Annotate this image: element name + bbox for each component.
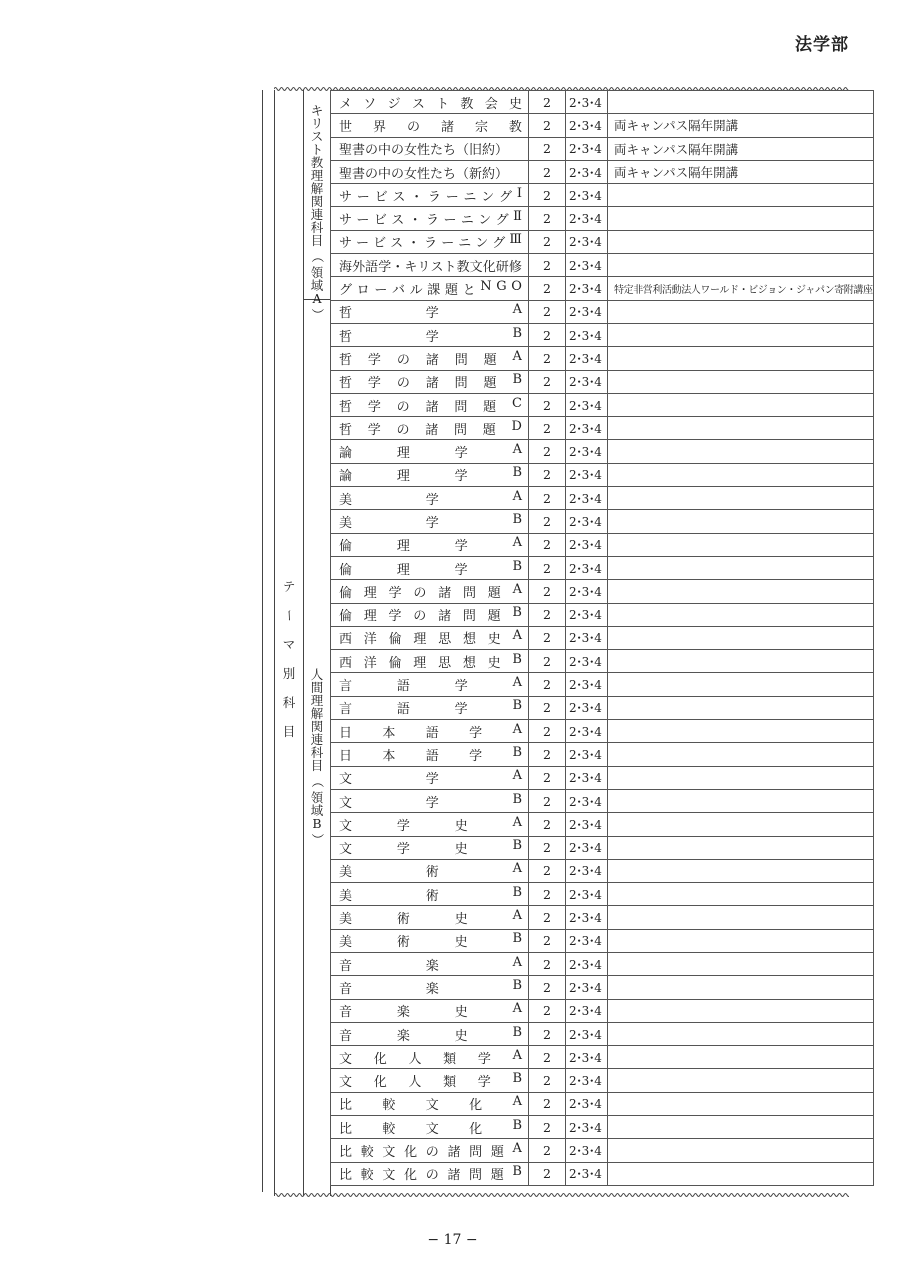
note-cell <box>608 463 874 486</box>
years-cell: 2･3･4 <box>566 906 608 929</box>
table-row <box>331 952 874 975</box>
credits-cell: 2 <box>529 1022 566 1045</box>
table-row <box>331 906 874 929</box>
course-name-cell <box>331 277 529 300</box>
table-row <box>331 813 874 836</box>
course-name: 世 界 の 諸 宗 教 <box>339 119 522 135</box>
course-name: 哲 学 の 諸 問 題 C <box>339 395 522 415</box>
table-row <box>331 789 874 812</box>
course-name: 比 較 文 化 の 諸 問 題 B <box>339 1164 522 1184</box>
course-name-cell <box>331 1139 529 1162</box>
table-row <box>331 440 874 463</box>
credits-cell: 2 <box>529 533 566 556</box>
years-cell: 2･3･4 <box>566 836 608 859</box>
years-cell: 2･3･4 <box>566 487 608 510</box>
note-cell <box>608 230 874 253</box>
course-name: 倫 理 学 の 諸 問 題 A <box>339 581 522 601</box>
note-cell <box>608 650 874 673</box>
years-cell: 2･3･4 <box>566 254 608 277</box>
note-cell <box>608 1092 874 1115</box>
course-table <box>330 90 874 1186</box>
course-name: 文 学 B <box>339 791 522 811</box>
course-name: 美 学 A <box>339 488 522 508</box>
years-cell: 2･3･4 <box>566 207 608 230</box>
credits-cell: 2 <box>529 976 566 999</box>
course-name: 音 楽 B <box>339 977 522 997</box>
credits-cell: 2 <box>529 999 566 1022</box>
course-name-cell <box>331 650 529 673</box>
table-row <box>331 556 874 579</box>
credits-cell: 2 <box>529 1092 566 1115</box>
years-cell: 2･3･4 <box>566 91 608 114</box>
note-cell <box>608 836 874 859</box>
table-row <box>331 323 874 346</box>
years-cell: 2･3･4 <box>566 184 608 207</box>
course-name-cell <box>331 929 529 952</box>
course-name: 美 術 史 A <box>339 908 522 928</box>
course-name-cell <box>331 160 529 183</box>
course-name: 言 語 学 A <box>339 675 522 695</box>
course-name-cell <box>331 1116 529 1139</box>
course-name-cell <box>331 91 529 114</box>
table-row <box>331 673 874 696</box>
course-name-cell <box>331 696 529 719</box>
credits-cell: 2 <box>529 254 566 277</box>
table-row <box>331 1162 874 1185</box>
course-name-cell <box>331 137 529 160</box>
course-name-cell <box>331 1069 529 1092</box>
course-name-cell <box>331 417 529 440</box>
table-row <box>331 160 874 183</box>
section-label-a: キ リ ス ト 教 理 解 関 連 科 目 （ 領 域 A ） <box>309 103 325 321</box>
years-cell: 2･3･4 <box>566 813 608 836</box>
course-name-cell <box>331 393 529 416</box>
credits-cell: 2 <box>529 952 566 975</box>
years-cell: 2･3･4 <box>566 300 608 323</box>
course-name-cell <box>331 789 529 812</box>
years-cell: 2･3･4 <box>566 463 608 486</box>
course-name-cell <box>331 952 529 975</box>
note-cell <box>608 813 874 836</box>
table-row <box>331 580 874 603</box>
table-row <box>331 510 874 533</box>
note-cell <box>608 929 874 952</box>
note-cell: 両キャンパス隔年開講 <box>608 160 874 183</box>
years-cell: 2･3･4 <box>566 766 608 789</box>
note-cell <box>608 859 874 882</box>
years-cell: 2･3･4 <box>566 533 608 556</box>
years-cell: 2･3･4 <box>566 510 608 533</box>
credits-cell: 2 <box>529 603 566 626</box>
course-name: 哲 学 の 諸 問 題 D <box>339 418 522 438</box>
credits-cell: 2 <box>529 487 566 510</box>
table-row <box>331 766 874 789</box>
course-name-cell <box>331 1162 529 1185</box>
table-row <box>331 836 874 859</box>
course-name: サ ー ビ ス ・ ラ ー ニ ン グ Ⅲ <box>339 232 522 252</box>
years-cell: 2･3･4 <box>566 720 608 743</box>
course-name-cell <box>331 743 529 766</box>
years-cell: 2･3･4 <box>566 1022 608 1045</box>
credits-cell: 2 <box>529 393 566 416</box>
years-cell: 2･3･4 <box>566 230 608 253</box>
years-cell: 2･3･4 <box>566 1092 608 1115</box>
course-name: グ ロ ー バ ル 課 題 と N G O <box>339 279 522 299</box>
table-row <box>331 999 874 1022</box>
note-cell <box>608 417 874 440</box>
course-name: 海 外 語 学 ・ キ リ ス ト 教 文 化 研 修 <box>339 259 522 275</box>
table-row <box>331 417 874 440</box>
course-name-cell <box>331 626 529 649</box>
course-name-cell <box>331 487 529 510</box>
course-name: 聖書の中の女性たち（旧約） <box>339 143 509 159</box>
table-row <box>331 1022 874 1045</box>
years-cell: 2･3･4 <box>566 580 608 603</box>
course-name: 音 楽 史 A <box>339 1001 522 1021</box>
table-row <box>331 370 874 393</box>
note-cell <box>608 1069 874 1092</box>
credits-cell: 2 <box>529 300 566 323</box>
note-cell: 両キャンパス隔年開講 <box>608 114 874 137</box>
course-name: 音 楽 史 B <box>339 1024 522 1044</box>
table-row <box>331 883 874 906</box>
department-title: 法学部 <box>795 35 849 55</box>
credits-cell: 2 <box>529 626 566 649</box>
course-name-cell <box>331 883 529 906</box>
course-name: 美 術 史 B <box>339 931 522 951</box>
course-name: 倫 理 学 B <box>339 558 522 578</box>
years-cell: 2･3･4 <box>566 603 608 626</box>
course-name: 西 洋 倫 理 思 想 史 A <box>339 628 522 648</box>
course-name-cell <box>331 440 529 463</box>
credits-cell: 2 <box>529 1116 566 1139</box>
credits-cell: 2 <box>529 1046 566 1069</box>
table-row <box>331 487 874 510</box>
course-name: 哲 学 の 諸 問 題 B <box>339 372 522 392</box>
section-column-left-border <box>303 90 304 1196</box>
course-name: 哲 学 A <box>339 302 522 322</box>
table-row <box>331 207 874 230</box>
note-cell <box>608 207 874 230</box>
note-cell <box>608 720 874 743</box>
years-cell: 2･3･4 <box>566 137 608 160</box>
course-name-cell <box>331 254 529 277</box>
credits-cell: 2 <box>529 720 566 743</box>
note-cell <box>608 91 874 114</box>
credits-cell: 2 <box>529 1069 566 1092</box>
course-name-cell <box>331 720 529 743</box>
table-row <box>331 1069 874 1092</box>
course-name: 哲 学 の 諸 問 題 A <box>339 348 522 368</box>
course-name-cell <box>331 347 529 370</box>
table-row <box>331 1092 874 1115</box>
course-name-cell <box>331 463 529 486</box>
credits-cell: 2 <box>529 91 566 114</box>
table-row <box>331 393 874 416</box>
credits-cell: 2 <box>529 580 566 603</box>
credits-cell: 2 <box>529 906 566 929</box>
table-row <box>331 603 874 626</box>
course-name-cell <box>331 510 529 533</box>
course-name-cell <box>331 184 529 207</box>
course-name: サ ー ビ ス ・ ラ ー ニ ン グ Ⅱ <box>339 209 522 229</box>
course-name: 美 術 A <box>339 861 522 881</box>
years-cell: 2･3･4 <box>566 347 608 370</box>
table-row <box>331 91 874 114</box>
credits-cell: 2 <box>529 556 566 579</box>
years-cell: 2･3･4 <box>566 1046 608 1069</box>
course-name: 文 学 史 B <box>339 838 522 858</box>
credits-cell: 2 <box>529 859 566 882</box>
course-name-cell <box>331 976 529 999</box>
course-name: 比 較 文 化 の 諸 問 題 A <box>339 1141 522 1160</box>
years-cell: 2･3･4 <box>566 1139 608 1162</box>
note-cell <box>608 766 874 789</box>
credits-cell: 2 <box>529 277 566 300</box>
course-name: 美 学 B <box>339 511 522 531</box>
credits-cell: 2 <box>529 883 566 906</box>
note-cell <box>608 370 874 393</box>
years-cell: 2･3･4 <box>566 160 608 183</box>
note-cell <box>608 347 874 370</box>
note-cell <box>608 510 874 533</box>
credits-cell: 2 <box>529 417 566 440</box>
years-cell: 2･3･4 <box>566 859 608 882</box>
table-row <box>331 137 874 160</box>
years-cell: 2･3･4 <box>566 1069 608 1092</box>
years-cell: 2･3･4 <box>566 976 608 999</box>
credits-cell: 2 <box>529 207 566 230</box>
years-cell: 2･3･4 <box>566 1116 608 1139</box>
table-row <box>331 300 874 323</box>
course-name: 論 理 学 B <box>339 465 522 485</box>
table-row <box>331 1116 874 1139</box>
course-name: 聖書の中の女性たち（新約） <box>339 166 509 182</box>
years-cell: 2･3･4 <box>566 696 608 719</box>
years-cell: 2･3･4 <box>566 370 608 393</box>
course-name: 文 化 人 類 学 B <box>339 1071 522 1091</box>
section-label-b: 人 間 理 解 関 連 科 目 （ 領 域 B ） <box>309 667 325 846</box>
note-cell <box>608 789 874 812</box>
years-cell: 2･3･4 <box>566 650 608 673</box>
years-cell: 2･3･4 <box>566 952 608 975</box>
course-name: 倫 理 学 の 諸 問 題 B <box>339 605 522 625</box>
table-row <box>331 533 874 556</box>
course-name-cell <box>331 114 529 137</box>
table-row <box>331 254 874 277</box>
bottom-wavy-border <box>274 1192 849 1198</box>
note-cell <box>608 696 874 719</box>
credits-cell: 2 <box>529 184 566 207</box>
table-row <box>331 859 874 882</box>
course-name: 文 化 人 類 学 A <box>339 1047 522 1067</box>
credits-cell: 2 <box>529 114 566 137</box>
note-cell <box>608 603 874 626</box>
note-cell <box>608 883 874 906</box>
years-cell: 2･3･4 <box>566 417 608 440</box>
table-row <box>331 230 874 253</box>
course-name: 比 較 文 化 B <box>339 1117 522 1137</box>
years-cell: 2･3･4 <box>566 1162 608 1185</box>
course-name-cell <box>331 323 529 346</box>
years-cell: 2･3･4 <box>566 929 608 952</box>
course-name-cell <box>331 1022 529 1045</box>
course-name-cell <box>331 603 529 626</box>
page-number: − 17 − <box>427 1232 478 1248</box>
note-cell <box>608 952 874 975</box>
course-name-cell <box>331 230 529 253</box>
note-cell <box>608 1162 874 1185</box>
course-name: サ ー ビ ス ・ ラ ー ニ ン グ Ⅰ <box>339 185 522 205</box>
note-cell <box>608 184 874 207</box>
course-name-cell <box>331 999 529 1022</box>
course-name-cell <box>331 1046 529 1069</box>
course-name: 日 本 語 学 A <box>339 721 522 741</box>
note-cell <box>608 626 874 649</box>
years-cell: 2･3･4 <box>566 999 608 1022</box>
note-cell <box>608 556 874 579</box>
credits-cell: 2 <box>529 1139 566 1162</box>
table-row <box>331 626 874 649</box>
credits-cell: 2 <box>529 789 566 812</box>
table-row <box>331 976 874 999</box>
course-name: 論 理 学 A <box>339 442 522 462</box>
years-cell: 2･3･4 <box>566 323 608 346</box>
note-cell <box>608 300 874 323</box>
table-row <box>331 743 874 766</box>
category-label: テ ー マ 別 科 目 <box>281 579 297 739</box>
years-cell: 2･3･4 <box>566 626 608 649</box>
credits-cell: 2 <box>529 696 566 719</box>
credits-cell: 2 <box>529 347 566 370</box>
years-cell: 2･3･4 <box>566 789 608 812</box>
table-row <box>331 463 874 486</box>
credits-cell: 2 <box>529 510 566 533</box>
credits-cell: 2 <box>529 230 566 253</box>
credits-cell: 2 <box>529 836 566 859</box>
years-cell: 2･3･4 <box>566 883 608 906</box>
note-cell <box>608 580 874 603</box>
credits-cell: 2 <box>529 137 566 160</box>
category-column-left-border <box>274 90 275 1196</box>
table-row <box>331 114 874 137</box>
years-cell: 2･3･4 <box>566 277 608 300</box>
table-row <box>331 347 874 370</box>
credits-cell: 2 <box>529 370 566 393</box>
note-cell <box>608 254 874 277</box>
course-name-cell <box>331 813 529 836</box>
course-name: 倫 理 学 A <box>339 535 522 555</box>
course-name-cell <box>331 300 529 323</box>
table-row <box>331 720 874 743</box>
years-cell: 2･3･4 <box>566 743 608 766</box>
course-name-cell <box>331 207 529 230</box>
note-cell <box>608 323 874 346</box>
credits-cell: 2 <box>529 650 566 673</box>
note-cell <box>608 1139 874 1162</box>
credits-cell: 2 <box>529 766 566 789</box>
course-name-cell <box>331 1092 529 1115</box>
course-name-cell <box>331 556 529 579</box>
credits-cell: 2 <box>529 440 566 463</box>
years-cell: 2･3･4 <box>566 114 608 137</box>
years-cell: 2･3･4 <box>566 673 608 696</box>
credits-cell: 2 <box>529 323 566 346</box>
note-cell <box>608 743 874 766</box>
course-name: メ ソ ジ ス ト 教 会 史 <box>339 96 522 112</box>
credits-cell: 2 <box>529 1162 566 1185</box>
table-row <box>331 184 874 207</box>
course-name-cell <box>331 906 529 929</box>
note-cell <box>608 1046 874 1069</box>
years-cell: 2･3･4 <box>566 440 608 463</box>
course-name-cell <box>331 766 529 789</box>
note-cell <box>608 1116 874 1139</box>
note-cell <box>608 440 874 463</box>
table-row <box>331 1046 874 1069</box>
left-margin-rule <box>262 90 263 1192</box>
note-cell <box>608 393 874 416</box>
note-cell <box>608 673 874 696</box>
note-cell <box>608 533 874 556</box>
course-name-cell <box>331 533 529 556</box>
course-name: 哲 学 B <box>339 325 522 345</box>
note-cell: 両キャンパス隔年開講 <box>608 137 874 160</box>
years-cell: 2･3･4 <box>566 393 608 416</box>
course-name: 比 較 文 化 A <box>339 1094 522 1114</box>
course-name: 日 本 語 学 B <box>339 744 522 764</box>
course-name: 音 楽 A <box>339 954 522 974</box>
credits-cell: 2 <box>529 813 566 836</box>
note-cell <box>608 1022 874 1045</box>
credits-cell: 2 <box>529 929 566 952</box>
credits-cell: 2 <box>529 160 566 183</box>
table-row <box>331 696 874 719</box>
credits-cell: 2 <box>529 673 566 696</box>
course-name-cell <box>331 580 529 603</box>
course-name-cell <box>331 673 529 696</box>
table-row <box>331 1139 874 1162</box>
credits-cell: 2 <box>529 463 566 486</box>
table-row <box>331 277 874 300</box>
course-name: 文 学 A <box>339 768 522 788</box>
table-row <box>331 929 874 952</box>
course-name: 美 術 B <box>339 884 522 904</box>
course-name: 西 洋 倫 理 思 想 史 B <box>339 651 522 671</box>
course-name-cell <box>331 836 529 859</box>
course-name: 文 学 史 A <box>339 814 522 834</box>
note-cell: 特定非営利活動法人ワールド・ビジョン・ジャパン寄附講座 <box>608 277 874 300</box>
note-cell <box>608 906 874 929</box>
course-name: 言 語 学 B <box>339 698 522 718</box>
note-cell <box>608 976 874 999</box>
course-name-cell <box>331 370 529 393</box>
years-cell: 2･3･4 <box>566 556 608 579</box>
note-cell <box>608 999 874 1022</box>
note-cell <box>608 487 874 510</box>
table-row <box>331 650 874 673</box>
credits-cell: 2 <box>529 743 566 766</box>
course-name-cell <box>331 859 529 882</box>
